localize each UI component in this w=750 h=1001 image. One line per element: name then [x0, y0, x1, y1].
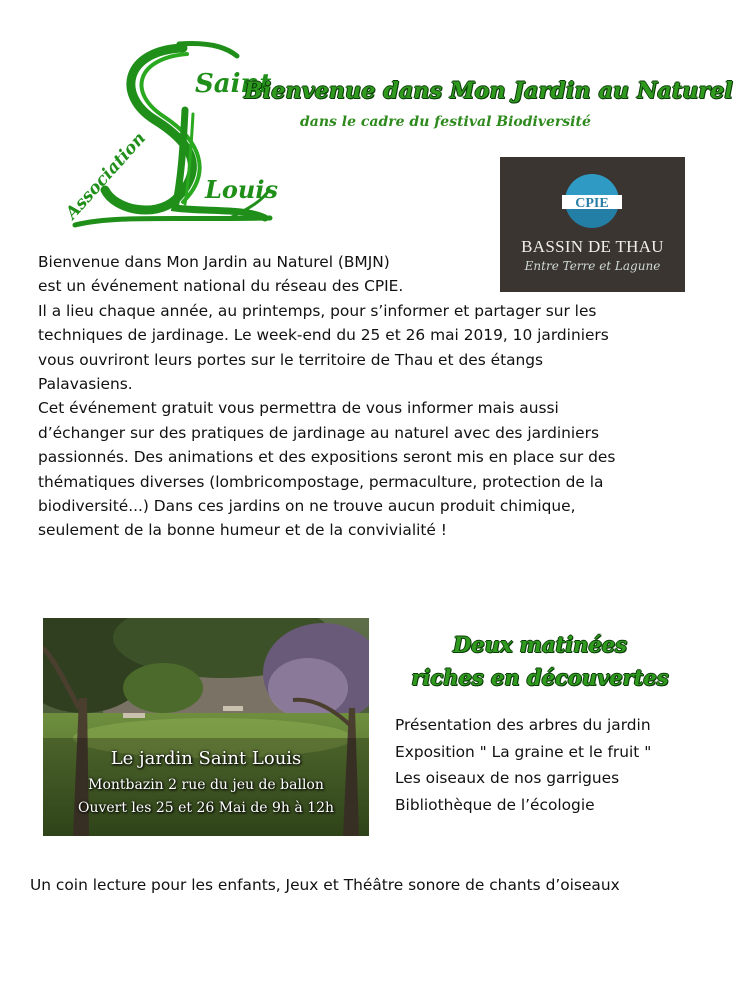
cpie-mark-text: CPIE — [575, 196, 609, 211]
intro-line: seulement de la bonne humeur et de la convivialité ! — [38, 521, 447, 540]
garden-address: Montbazin 2 rue du jeu de ballon — [88, 777, 324, 793]
garden-name: Le jardin Saint Louis — [110, 748, 302, 769]
intro-line: est un événement national du réseau des CPIE. — [38, 277, 404, 296]
logo-text-saint: Saint — [195, 69, 272, 99]
program-title-line: Deux matinées — [453, 632, 627, 657]
intro-line: biodiversité...) Dans ces jardins on ne trouve aucun produit chimique, — [38, 497, 576, 516]
cpie-tagline: Entre Terre et Lagune — [524, 259, 661, 273]
program-title-line: riches en découvertes — [411, 665, 669, 690]
logo-text-association: Association — [61, 128, 150, 224]
page-title: Bienvenue dans Mon Jardin au Naturel — [244, 78, 733, 104]
page-subtitle: dans le cadre du festival Biodiversité — [300, 114, 591, 130]
list-item: Les oiseaux de nos garrigues — [395, 769, 620, 787]
logo-text-louis: Louis — [205, 175, 278, 204]
intro-line: Cet événement gratuit vous permettra de vous informer mais aussi — [38, 399, 559, 418]
intro-paragraph — [38, 250, 718, 543]
intro-line: passionnés. Des animations et des expositions seront mis en place sur des — [38, 448, 616, 467]
program-title — [380, 628, 700, 694]
swirl-logo-icon — [55, 40, 285, 230]
association-saint-louis-logo — [55, 40, 285, 230]
list-item: Bibliothèque de l’écologie — [395, 795, 595, 814]
garden-photo — [43, 618, 369, 836]
intro-line: thématiques diverses (lombricompostage, permaculture, protection de la — [38, 472, 604, 491]
intro-line: techniques de jardinage. Le week-end du 25 et 26 mai 2019, 10 jardiniers — [38, 326, 609, 345]
intro-line: d’échanger sur des pratiques de jardinage au naturel avec des jardiniers — [38, 423, 599, 442]
intro-line: Palavasiens. — [38, 375, 133, 394]
cpie-globe-icon — [562, 173, 622, 229]
list-item: Exposition " La graine et le fruit " — [395, 742, 652, 761]
intro-line: vous ouvriront leurs portes sur le territoire de Thau et des étangs — [38, 350, 544, 369]
intro-line: Bienvenue dans Mon Jardin au Naturel (BMJN) — [38, 253, 390, 271]
cpie-name: BASSIN DE THAU — [521, 237, 664, 256]
intro-line: Il a lieu chaque année, au printemps, pour s’informer et partager sur les — [38, 301, 597, 320]
program-list — [395, 712, 651, 818]
footer-note: Un coin lecture pour les enfants, Jeux et Théâtre sonore de chants d’oiseaux — [30, 876, 620, 894]
list-item: Présentation des arbres du jardin — [395, 716, 651, 734]
garden-hours: Ouvert les 25 et 26 Mai de 9h à 12h — [77, 800, 335, 816]
